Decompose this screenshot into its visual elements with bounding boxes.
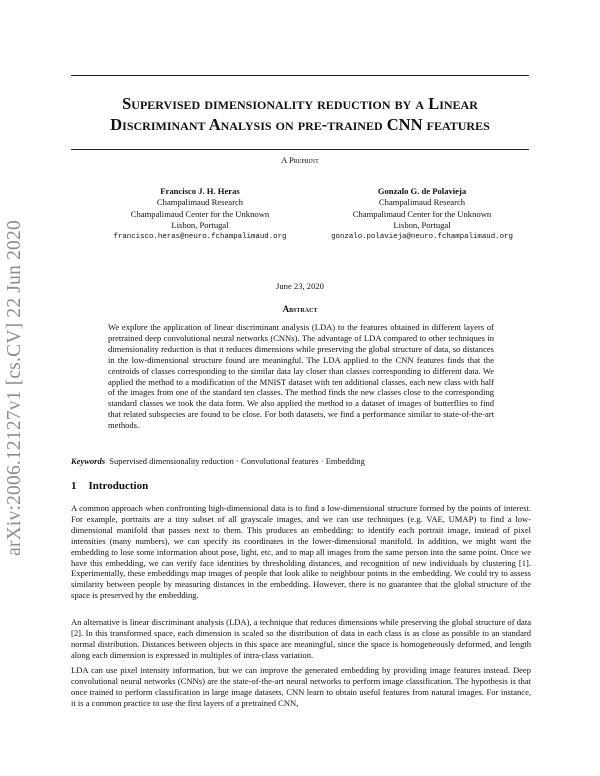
body-paragraph: LDA can use pixel intensity information, but we can improve the generated embedding by providing image features instead. Deep convolutional neural networks (CNNs) are the state-of-the-art neural networks to perform image classification. The hypothesis is that once trained to perform classification in large image datasets, CNN learn to obtain useful features from natural images. For instance, it is a common practice to use the first layers of a pretrained CNN, xyxy=(71,665,531,708)
author-city: Lisbon, Portugal xyxy=(393,220,451,231)
paper-title xyxy=(60,93,540,135)
author-affiliation: Champalimaud Research xyxy=(378,197,466,208)
author-block-1 xyxy=(80,186,320,243)
abstract-heading: Abstract xyxy=(282,304,318,314)
title-top-rule xyxy=(71,75,529,76)
author-name: Gonzalo G. de Polavieja xyxy=(377,186,467,196)
preprint-label: A Preprint xyxy=(281,155,319,165)
author-affiliation: Champalimaud Center for the Unknown xyxy=(352,208,492,219)
author-affiliation: Champalimaud Research xyxy=(156,197,244,208)
title-line-1: Supervised dimensionality reduction by a Linear xyxy=(122,94,478,113)
author-name: Francisco J. H. Heras xyxy=(160,186,240,196)
section-number: 1 xyxy=(71,480,77,492)
author-affiliation: Champalimaud Center for the Unknown xyxy=(130,208,270,219)
author-email: francisco.heras@neuro.fchampalimaud.org xyxy=(113,232,287,241)
keywords-line xyxy=(71,456,531,466)
arxiv-stamp xyxy=(0,0,30,776)
section-heading xyxy=(71,480,148,492)
author-block-2 xyxy=(302,186,542,243)
paper-date: June 23, 2020 xyxy=(276,281,324,291)
section-title: Introduction xyxy=(88,480,149,492)
title-line-2: Discriminant Analysis on pre-trained CNN features xyxy=(110,115,490,134)
body-paragraph: A common approach when confronting high-dimensional data is to find a low-dimensional structure formed by the points of interest. For example, portraits are a tiny subset of all grayscale images, and we can use techniques (e.g. VAE, UMAP) to find a low-dimensional manifold that passes next to them. This produces an embedding: to identify each portrait image, instead of pixel intensities (many numbers), we can specify its coordinates in the lower-dimensional manifold. In addition, we might want the embedding to lose some information about pose, light, etc, and to map all images from the same person into the same point. Once we have this embedding, we can verify face identities by thresholding distances, and recognition of new individuals by clustering [1]. Experimentally, these embeddings map images of people that look alike to neighbour points in the embedding. We could try to assess similarity between people by measuring distances in the embedding. However, there is no guarantee that the global structure of the space is preserved by the embedding. xyxy=(71,503,531,601)
keywords-label: Keywords xyxy=(71,456,105,466)
body-paragraph: An alternative is linear discriminant analysis (LDA), a technique that reduces dimensions while preserving the global structure of data [2]. In this transformed space, each dimension is scaled so the distribution of data in each class is as close as possible to an standard normal distribution. Distances between objects in this space are meaningful, since the space is homogeneously deformed, and length along each dimension is expressed in multiples of intra-class variation. xyxy=(71,617,531,660)
keywords-list: Supervised dimensionality reduction · Convolutional features · Embedding xyxy=(109,456,365,466)
title-bottom-rule xyxy=(71,149,529,150)
author-city: Lisbon, Portugal xyxy=(171,220,229,231)
abstract-text: We explore the application of linear discriminant analysis (LDA) to the features obtained in different layers of pretrained deep convolutional neural networks (CNNs). The advantage of LDA compared to other techniques in dimensionality reduction is that it reduces dimensions while preserving the global structure of data, so distances in the low-dimensional structure found are meaningful. The LDA applied to the CNN features finds that the centroids of classes corresponding to the similar data lay closer than classes corresponding to different data. We applied the method to a modification of the MNIST dataset with ten additional classes, each new class with half of the images from one of the standard ten classes. The method finds the new classes close to the corresponding standard classes we took the data form. We also applied the method to a dataset of images of butterflies to find that related subspecies are found to be close. For both datasets, we find a performance similar to state-of-the-art methods. xyxy=(108,322,494,431)
author-email: gonzalo.polavieja@neuro.fchampalimaud.org xyxy=(331,232,513,241)
arxiv-identifier: arXiv:2006.12127v1 [cs.CV] 22 Jun 2020 xyxy=(4,220,25,556)
